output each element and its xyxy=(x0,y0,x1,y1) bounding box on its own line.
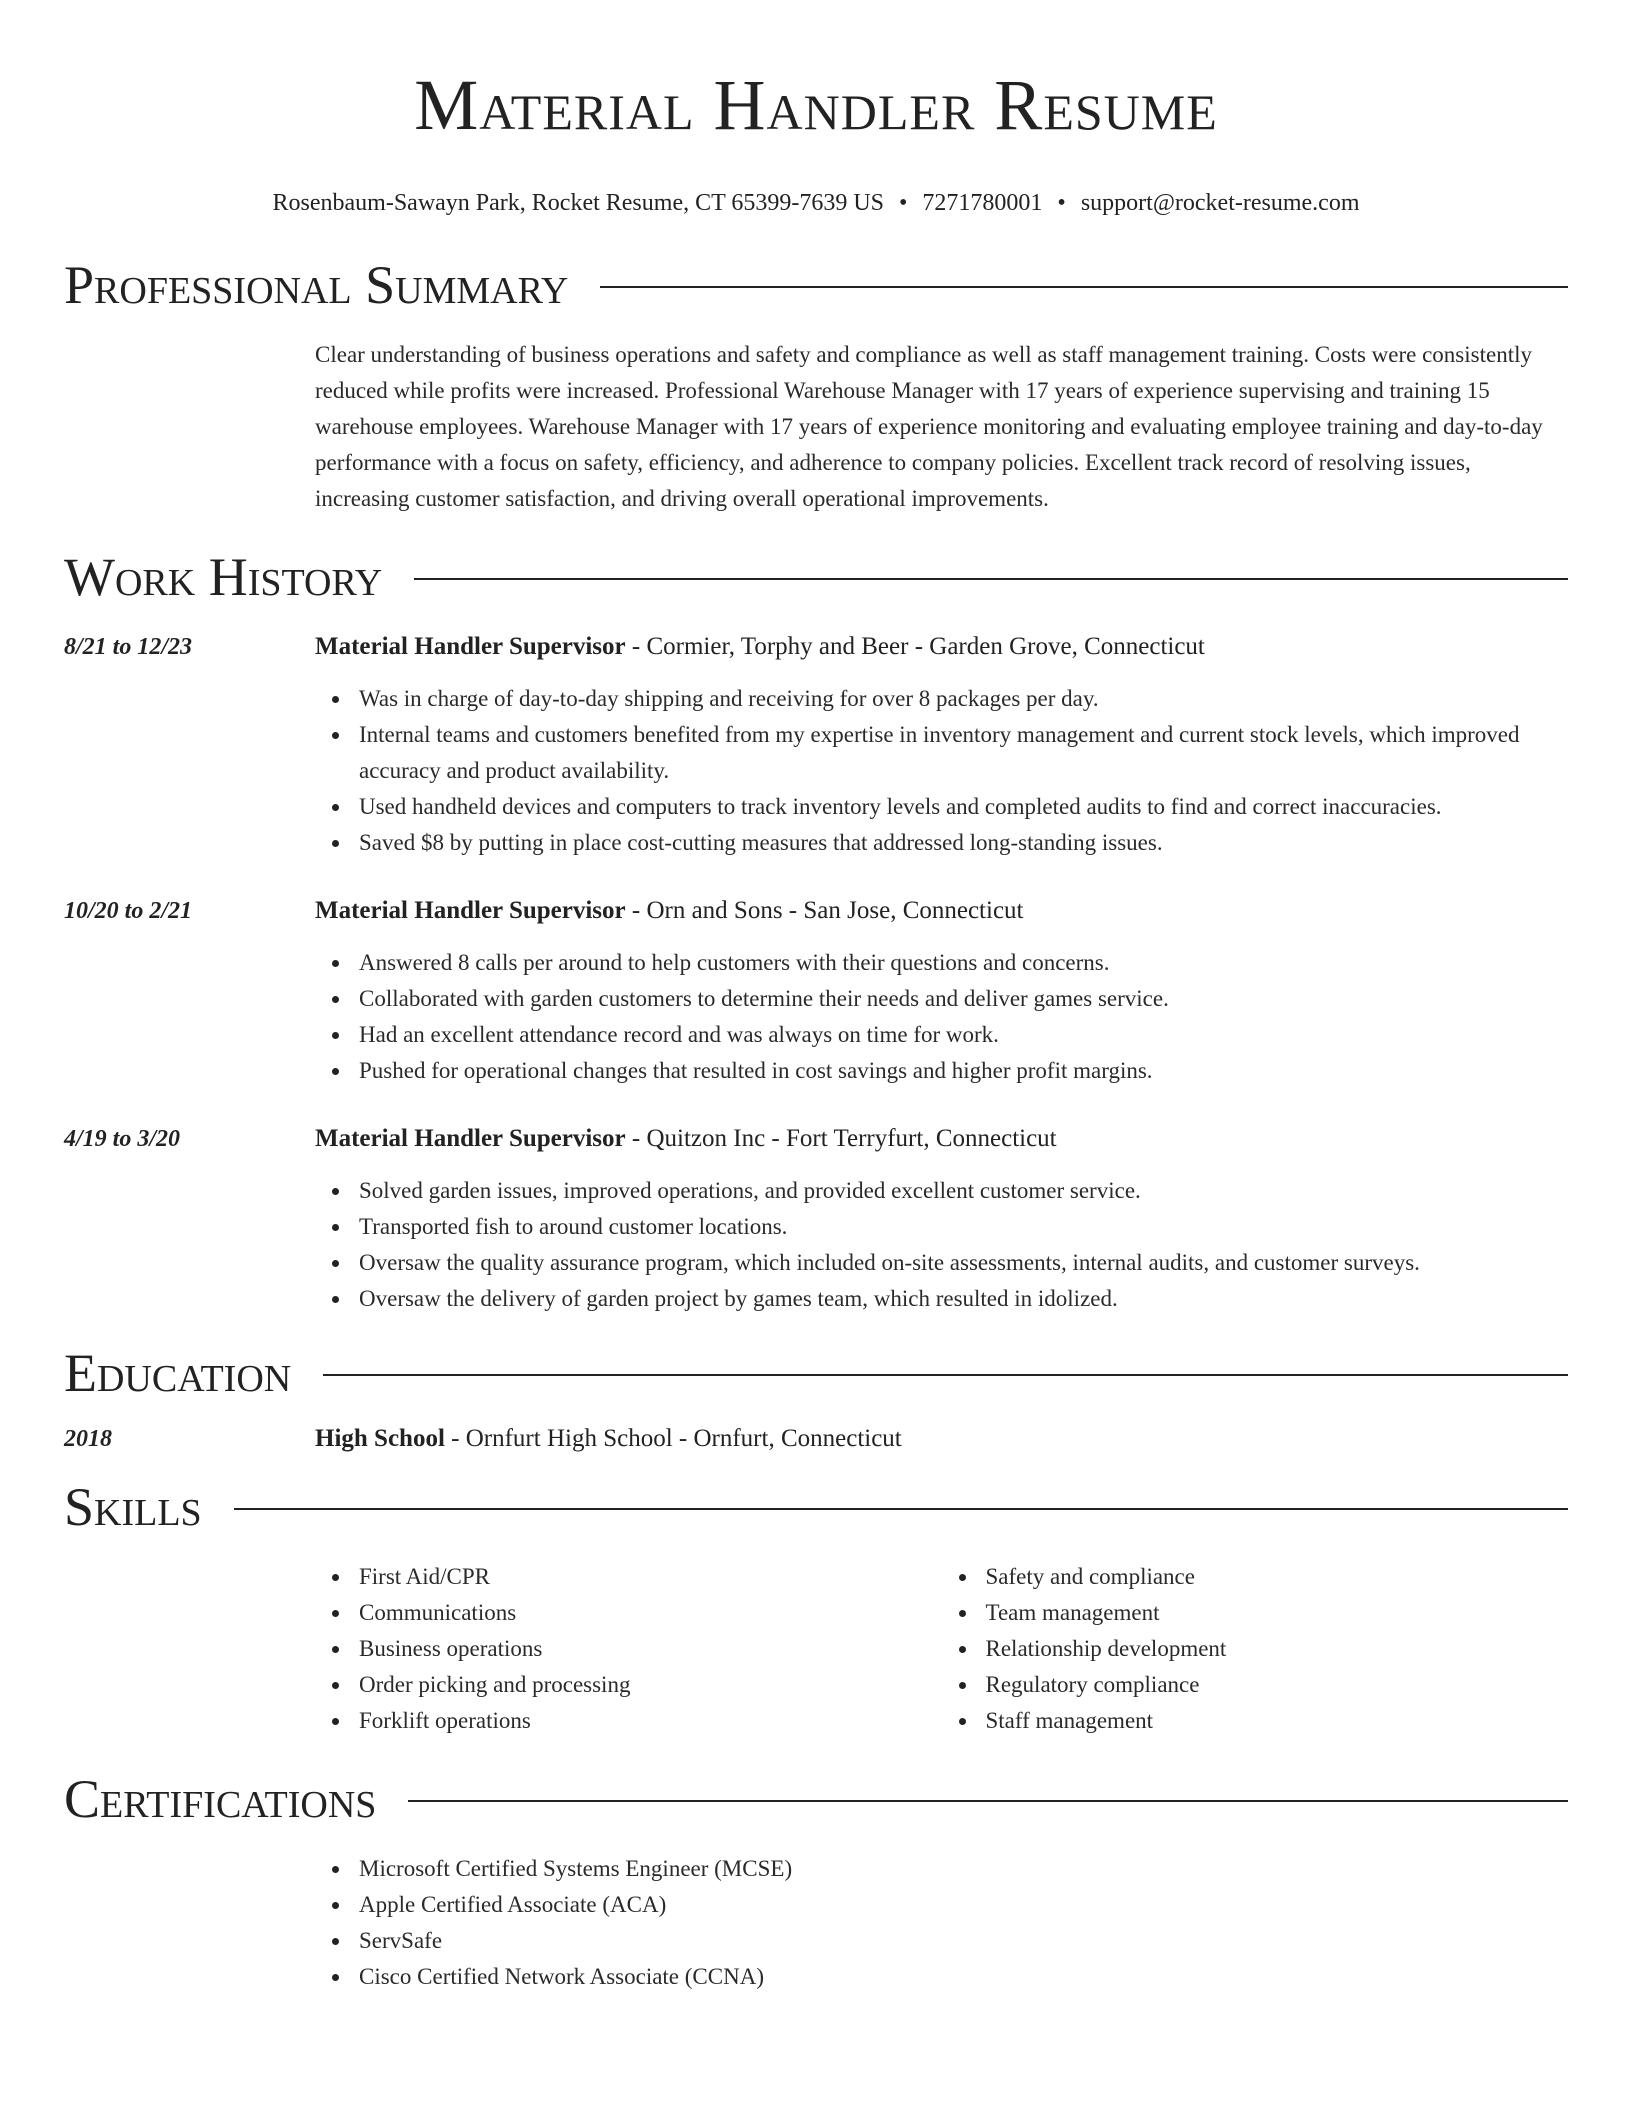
list-item: Regulatory compliance xyxy=(986,1667,1569,1703)
list-item: Transported fish to around customer locations. xyxy=(359,1209,1568,1245)
list-item: Team management xyxy=(986,1595,1569,1631)
job-title: Material Handler Supervisor xyxy=(315,633,626,660)
list-item: Pushed for operational changes that resulted in cost savings and higher profit margins. xyxy=(359,1053,1568,1089)
job-title-line xyxy=(315,1121,1568,1157)
job-title-line xyxy=(315,893,1568,929)
list-item: First Aid/CPR xyxy=(359,1559,942,1595)
list-item: Was in charge of day-to-day shipping and receiving for over 8 packages per day. xyxy=(359,681,1568,717)
summary-heading: Professional Summary xyxy=(64,255,569,315)
summary-text: Clear understanding of business operations and safety and compliance as well as staff management training. Costs were consistently reduced while profits were increased. Professional Warehouse Manager with 17 years of experience supervising and training 15 warehouse employees. Warehouse Manager with 17 years of experience monitoring and evaluating employee training and day-to-day performance with a focus on safety, efficiency, and adherence to company policies. Excellent track record of resolving issues, increasing customer satisfaction, and driving overall operational improvements. xyxy=(315,342,1543,511)
skills-heading: Skills xyxy=(64,1477,202,1537)
skills-list-left xyxy=(315,1559,942,1739)
list-item: ServSafe xyxy=(359,1923,1568,1959)
summary-section-header xyxy=(64,253,1568,317)
job-entry xyxy=(64,629,1568,861)
certifications-block xyxy=(315,1851,1568,1995)
list-item: Oversaw the delivery of garden project by games team, which resulted in idolized. xyxy=(359,1281,1568,1317)
list-item: Cisco Certified Network Associate (CCNA) xyxy=(359,1959,1568,1995)
list-item: Business operations xyxy=(359,1631,942,1667)
contact-email: support@rocket-resume.com xyxy=(1080,190,1360,216)
job-details: - Orn and Sons - San Jose, Connecticut xyxy=(625,897,1024,924)
list-item: Solved garden issues, improved operations, and provided excellent customer service. xyxy=(359,1173,1568,1209)
section-divider xyxy=(234,1508,1568,1510)
section-divider xyxy=(408,1800,1568,1802)
certifications-list xyxy=(315,1851,1568,1995)
section-divider xyxy=(323,1374,1568,1376)
job-bullets xyxy=(315,1173,1568,1317)
contact-address: Rosenbaum-Sawayn Park, Rocket Resume, CT 65399-7639 US xyxy=(272,190,884,216)
job-details: - Quitzon Inc - Fort Terryfurt, Connecticut xyxy=(625,1125,1057,1152)
job-dates: 4/19 to 3/20 xyxy=(64,1126,181,1152)
job-entry xyxy=(64,893,1568,1089)
contact-phone: 7271780001 xyxy=(922,190,1043,216)
job-details: - Cormier, Torphy and Beer - Garden Grove, Connecticut xyxy=(625,633,1205,660)
education-details: - Ornfurt High School - Ornfurt, Connecticut xyxy=(444,1425,902,1452)
list-item: Collaborated with garden customers to determine their needs and deliver games service. xyxy=(359,981,1568,1017)
list-item: Used handheld devices and computers to track inventory levels and completed audits to find and correct inaccuracies. xyxy=(359,789,1568,825)
skills-section-header xyxy=(64,1475,1568,1539)
job-dates: 8/21 to 12/23 xyxy=(64,634,193,660)
education-heading: Education xyxy=(64,1343,292,1403)
skills-grid xyxy=(315,1559,1568,1739)
education-year: 2018 xyxy=(64,1426,112,1452)
work-section-header xyxy=(64,545,1568,609)
job-entry xyxy=(64,1121,1568,1317)
section-divider xyxy=(414,578,1568,580)
list-item: Communications xyxy=(359,1595,942,1631)
job-dates: 10/20 to 2/21 xyxy=(64,898,193,924)
list-item: Microsoft Certified Systems Engineer (MCSE) xyxy=(359,1851,1568,1887)
certifications-heading: Certifications xyxy=(64,1769,377,1829)
education-entry xyxy=(64,1421,1568,1457)
list-item: Relationship development xyxy=(986,1631,1569,1667)
contact-separator: • xyxy=(899,190,908,216)
list-item: Safety and compliance xyxy=(986,1559,1569,1595)
list-item: Internal teams and customers benefited from my expertise in inventory management and current stock levels, which improved accuracy and product availability. xyxy=(359,717,1568,789)
resume-title: Material Handler Resume xyxy=(414,65,1218,145)
list-item: Answered 8 calls per around to help customers with their questions and concerns. xyxy=(359,945,1568,981)
contact-line xyxy=(64,188,1568,218)
list-item: Saved $8 by putting in place cost-cutting measures that addressed long-standing issues. xyxy=(359,825,1568,861)
job-bullets xyxy=(315,945,1568,1089)
list-item: Apple Certified Associate (ACA) xyxy=(359,1887,1568,1923)
work-heading: Work History xyxy=(64,547,383,607)
job-title: Material Handler Supervisor xyxy=(315,1125,626,1152)
list-item: Staff management xyxy=(986,1703,1569,1739)
education-section-header xyxy=(64,1341,1568,1405)
certifications-section-header xyxy=(64,1767,1568,1831)
job-title-line xyxy=(315,629,1568,665)
education-degree: High School xyxy=(315,1425,445,1452)
section-divider xyxy=(600,286,1568,288)
list-item: Had an excellent attendance record and was always on time for work. xyxy=(359,1017,1568,1053)
education-line xyxy=(315,1421,902,1457)
list-item: Order picking and processing xyxy=(359,1667,942,1703)
job-bullets xyxy=(315,681,1568,861)
job-title: Material Handler Supervisor xyxy=(315,897,626,924)
list-item: Oversaw the quality assurance program, which included on-site assessments, internal audits, and customer surveys. xyxy=(359,1245,1568,1281)
skills-list-right xyxy=(942,1559,1569,1739)
contact-separator: • xyxy=(1057,190,1066,216)
list-item: Forklift operations xyxy=(359,1703,942,1739)
